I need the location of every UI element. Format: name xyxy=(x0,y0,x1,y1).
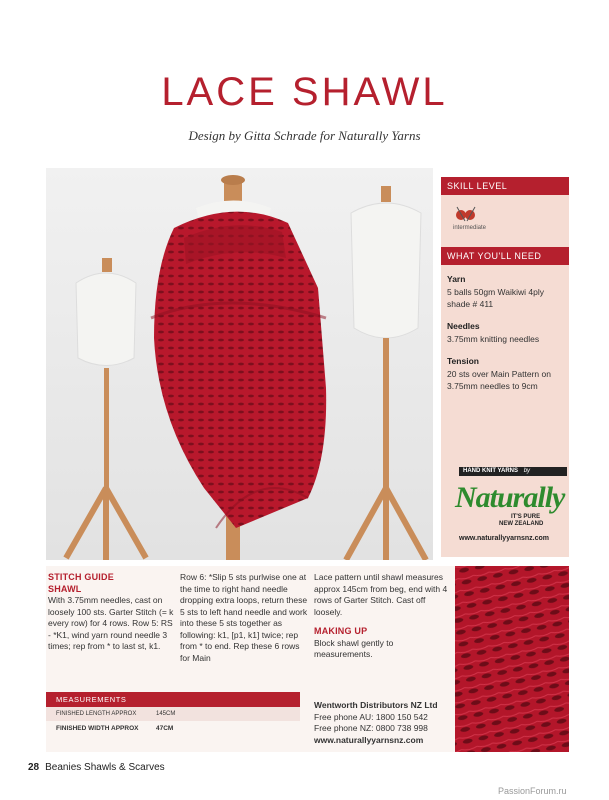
brand-tagline-1: IT'S PURE xyxy=(511,514,541,520)
brand-tagline-2: NEW ZEALAND xyxy=(499,521,544,527)
yarn-text: 5 balls 50gm Waikiwi 4ply shade # 411 xyxy=(447,287,544,309)
phone-nz: Free phone NZ: 0800 738 998 xyxy=(314,723,428,733)
needles-text: 3.75mm knitting needles xyxy=(447,334,540,344)
shawl-heading: SHAWL xyxy=(48,583,82,594)
sidebar xyxy=(441,177,569,557)
distributor-website-link[interactable]: www.naturallyyarnsnz.com xyxy=(314,734,424,745)
skill-level-box xyxy=(441,195,569,247)
instructions-column-3 xyxy=(314,572,449,661)
page-title: LACE SHAWL xyxy=(161,70,448,114)
making-up-text: Block shawl gently to measurements. xyxy=(314,637,394,659)
skill-level-value: intermediate xyxy=(453,225,487,231)
tension-text: 20 sts over Main Pattern on 3.75mm needles to 9cm xyxy=(447,369,551,391)
shawl-photo xyxy=(46,168,433,560)
page-subtitle: Design by Gitta Schrade for Naturally Yarns xyxy=(188,128,421,143)
instructions-column-2 xyxy=(180,572,308,664)
page-footer xyxy=(28,762,165,773)
stitch-guide-heading: STITCH GUIDE xyxy=(48,572,114,582)
knitting-needles-icon xyxy=(455,205,477,223)
instructions-text-2: Row 6: *Slip 5 sts purlwise one at the time to right hand needle dropping extra loops, return these 5 sts to left hand needle and work into these 5 sts together as following: k1, [p1, k1] twice; rep from * to end. Rep these 6 rows for Main xyxy=(180,572,308,663)
page-number: 28 xyxy=(28,762,40,773)
instructions-text-3: Lace pattern until shawl measures approx 145cm from beg, end with 4 rows of Garter Stitch. Cast off loosely. xyxy=(314,572,448,617)
brand-website-link[interactable]: www.naturallyyarnsnz.com xyxy=(459,535,549,542)
needles-heading: Needles xyxy=(447,321,480,331)
skill-level-heading: SKILL LEVEL xyxy=(441,177,569,195)
tension-heading: Tension xyxy=(447,356,479,366)
lace-texture-illustration xyxy=(455,566,569,752)
measurements-heading: MEASUREMENTS xyxy=(46,692,300,707)
measurements-table xyxy=(46,692,300,736)
watermark: PassionForum.ru xyxy=(498,786,567,796)
phone-au: Free phone AU: 1800 150 542 xyxy=(314,711,428,722)
brand-bar: HAND KNIT YARNS by xyxy=(459,467,567,476)
naturally-logo: Naturally xyxy=(455,481,565,514)
distributor-info xyxy=(314,700,438,746)
instructions-column-1 xyxy=(48,572,176,653)
magazine-name: Beanies Shawls & Scarves xyxy=(45,762,165,773)
table-row: FINISHED WIDTH APPROX 47CM xyxy=(56,725,174,732)
instructions-text-1: With 3.75mm needles, cast on loosely 100 sts. Garter Stitch (= k every row) for 4 rows. Row 5: RS - *K1, wind yarn round needle 3 times; rep from * to last st, k1. xyxy=(48,595,174,651)
what-you-need-heading: WHAT YOU'LL NEED xyxy=(441,247,569,265)
shawl-photo-illustration xyxy=(46,168,433,560)
table-row: FINISHED LENGTH APPROX 145CM xyxy=(46,707,300,721)
making-up-heading: MAKING UP xyxy=(314,626,368,636)
distributor-name: Wentworth Distributors NZ Ltd xyxy=(314,700,438,710)
materials-list xyxy=(441,265,569,392)
lace-closeup-photo xyxy=(455,566,569,752)
yarn-heading: Yarn xyxy=(447,274,466,284)
